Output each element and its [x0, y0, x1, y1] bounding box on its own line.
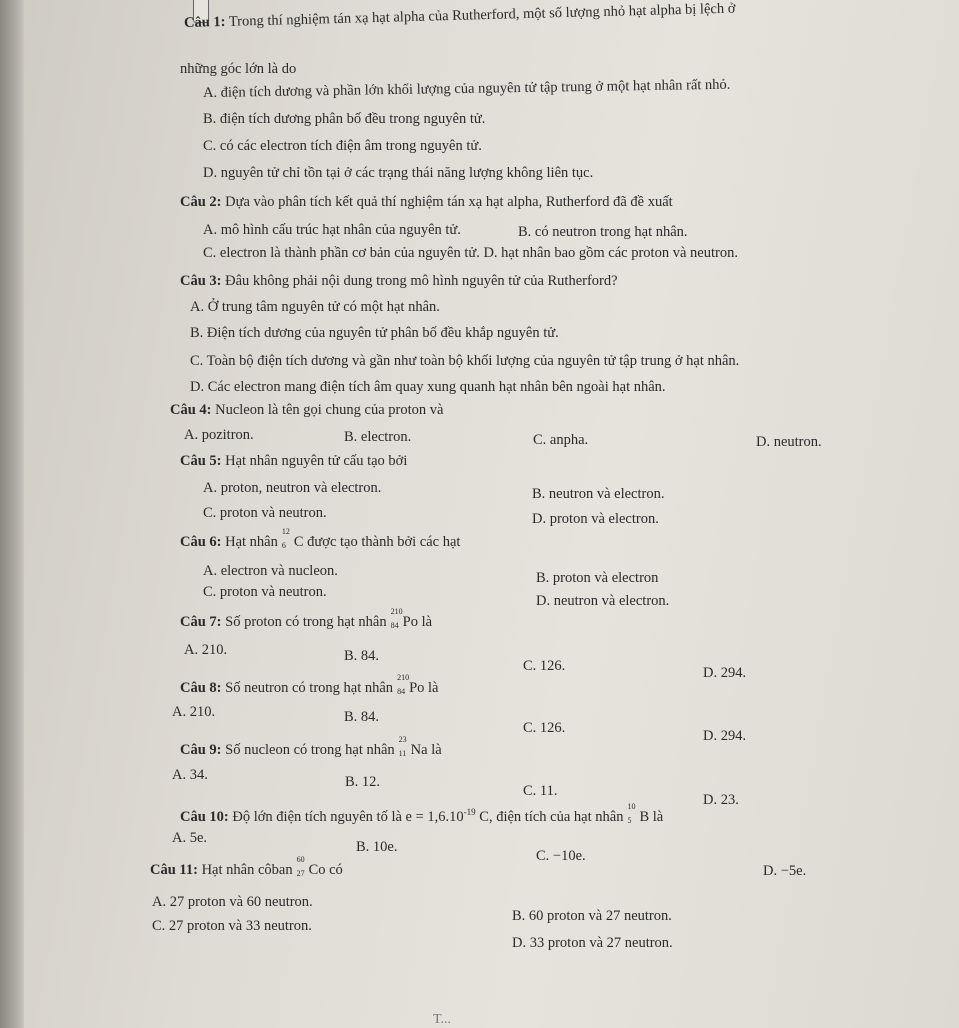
q5-stem-line — [180, 452, 407, 470]
q10-option-a: A. 5e. — [172, 830, 208, 846]
q8-option-a: A. 210. — [172, 704, 216, 720]
q10-atomic-number: 5 — [627, 815, 632, 825]
q7-stem-pre: Số proton có trong hạt nhân — [225, 614, 387, 630]
q1-option-a: A. điện tích dương và phần lớn khối lượng của nguyên tử tập trung ở một hạt nhân rất nhỏ. — [202, 76, 731, 101]
q11-option-b: B. 60 proton và 27 neutron. — [512, 908, 672, 924]
q9-stem-pre: Số nucleon có trong hạt nhân — [225, 742, 395, 758]
q11-symbol: Co — [308, 862, 326, 878]
q11-option-c: C. 27 proton và 33 neutron. — [152, 918, 312, 934]
q6-label: Câu 6: — [180, 534, 222, 550]
q8-stem-pre: Số neutron có trong hạt nhân — [225, 680, 394, 696]
q7-stem-post: là — [421, 614, 433, 630]
q6-nuclide — [281, 527, 304, 551]
q2-option-a: A. mô hình cấu trúc hạt nhân của nguyên tử. — [203, 222, 461, 238]
q8-option-c: C. 126. — [523, 720, 566, 736]
q5-option-c: C. proton và neutron. — [203, 505, 327, 521]
q6-stem-post: được tạo thành bởi các hạt — [307, 534, 461, 550]
q5-label: Câu 5: — [180, 453, 222, 469]
q2-option-cd: C. electron là thành phần cơ bản của nguyên tử. D. hạt nhân bao gồm các proton và neutron. — [203, 245, 738, 261]
q1-stem-line-2: những góc lớn là do — [180, 61, 297, 77]
q3-option-c: C. Toàn bộ điện tích dương và gần như toàn bộ khối lượng của nguyên tử tập trung ở hạt nhân. — [190, 353, 740, 369]
q2-option-b: B. có neutron trong hạt nhân. — [518, 224, 688, 240]
q7-symbol: Po — [402, 614, 418, 630]
q6-option-a: A. electron và nucleon. — [203, 563, 338, 579]
q5-stem-text: Hạt nhân nguyên tử cấu tạo bởi — [225, 453, 408, 469]
q9-option-a: A. 34. — [172, 767, 208, 783]
q3-option-d: D. Các electron mang điện tích âm quay xung quanh hạt nhân bên ngoài hạt nhân. — [190, 379, 666, 395]
q9-atomic-number: 11 — [398, 749, 407, 758]
q2-label: Câu 2: — [180, 194, 222, 210]
q6-symbol: C — [293, 534, 304, 550]
q11-stem-post: có — [329, 862, 343, 878]
q7-option-d: D. 294. — [703, 665, 747, 681]
q10-option-b: B. 10e. — [356, 839, 398, 855]
q9-option-d: D. 23. — [703, 792, 739, 808]
q10-nuclide — [627, 801, 650, 826]
q8-stem-post: là — [428, 680, 439, 696]
q4-label: Câu 4: — [170, 402, 212, 418]
q11-option-a: A. 27 proton và 60 neutron. — [152, 894, 313, 910]
q6-option-c: C. proton và neutron. — [203, 584, 327, 600]
q11-atomic-number: 27 — [296, 869, 305, 878]
q4-option-d: D. neutron. — [756, 434, 822, 450]
q10-exponent: -19 — [463, 807, 476, 817]
q6-stem-pre: Hạt nhân — [225, 534, 278, 550]
q11-mass-number: 60 — [296, 855, 305, 864]
q8-option-b: B. 84. — [344, 709, 380, 725]
q7-stem-line — [180, 607, 433, 631]
q7-label: Câu 7: — [180, 614, 222, 630]
q4-stem-line — [170, 401, 443, 419]
q6-option-b: B. proton và electron — [536, 570, 659, 586]
q8-mass-number: 210 — [397, 673, 410, 682]
q7-mass-number: 210 — [390, 607, 403, 616]
q10-mass-number: 10 — [627, 801, 636, 811]
q1-option-c: C. có các electron tích điện âm trong nguyên tử. — [203, 138, 482, 154]
q3-stem-text: Đâu không phải nội dung trong mô hình nguyên tử của Rutherford? — [225, 273, 618, 289]
q4-option-b: B. electron. — [344, 429, 412, 445]
q3-option-a: A. Ở trung tâm nguyên tử có một hạt nhân. — [190, 299, 440, 315]
q9-stem-line — [180, 735, 442, 759]
q4-option-c: C. anpha. — [533, 432, 589, 448]
q5-option-a: A. proton, neutron và electron. — [203, 480, 382, 496]
q4-stem-text: Nucleon là tên gọi chung của proton và — [215, 402, 444, 418]
q9-option-c: C. 11. — [523, 783, 558, 799]
q9-label: Câu 9: — [180, 742, 222, 758]
q8-symbol: Po — [409, 680, 425, 696]
q3-option-b: B. Điện tích dương của nguyên tử phân bố đều khắp nguyên tử. — [190, 325, 559, 341]
page-edge-shadow — [0, 0, 26, 1028]
q8-label: Câu 8: — [180, 680, 222, 696]
q7-option-a: A. 210. — [184, 642, 228, 658]
q6-stem-line — [180, 527, 461, 551]
cut-off-text-fragment: T... — [433, 1012, 452, 1027]
q11-label: Câu 11: — [150, 862, 198, 878]
q2-stem-text: Dựa vào phân tích kết quả thí nghiệm tán xạ hạt alpha, Rutherford đã đề xuất — [225, 194, 673, 210]
q8-option-d: D. 294. — [703, 728, 747, 744]
q10-stem-pre: Độ lớn điện tích nguyên tố là e = 1,6.10 — [232, 808, 464, 825]
q9-nuclide — [398, 735, 428, 759]
q9-stem-post: là — [431, 742, 442, 758]
q10-stem-post: là — [652, 808, 664, 825]
q10-label: Câu 10: — [180, 808, 229, 825]
q2-stem-line — [180, 193, 673, 211]
q8-atomic-number: 84 — [397, 687, 406, 696]
q6-atomic-number: 6 — [281, 541, 286, 550]
q10-stem-mid: C, điện tích của hạt nhân — [479, 808, 624, 825]
q10-option-d: D. −5e. — [763, 863, 807, 879]
q10-symbol: B — [639, 808, 650, 825]
q9-symbol: Na — [410, 742, 428, 758]
q3-stem-line — [180, 272, 618, 290]
q11-stem-line — [150, 855, 343, 879]
q8-stem-line — [180, 673, 439, 697]
q9-option-b: B. 12. — [345, 774, 381, 790]
q3-label: Câu 3: — [180, 273, 222, 289]
q1-label: Câu 1: — [183, 13, 226, 31]
q11-stem-pre: Hạt nhân côban — [201, 862, 293, 878]
q8-nuclide — [397, 673, 425, 697]
q1-option-b: B. điện tích dương phân bố đều trong nguyên tử. — [203, 111, 486, 127]
q4-option-a: A. pozitron. — [184, 427, 254, 443]
q10-option-c: C. −10e. — [536, 848, 586, 864]
q11-option-d: D. 33 proton và 27 neutron. — [512, 935, 673, 951]
q6-mass-number: 12 — [281, 527, 290, 536]
q7-option-c: C. 126. — [523, 658, 566, 674]
q7-atomic-number: 84 — [390, 621, 399, 630]
q9-mass-number: 23 — [398, 735, 407, 744]
q5-option-d: D. proton và electron. — [532, 511, 659, 527]
q7-option-b: B. 84. — [344, 648, 380, 664]
q5-option-b: B. neutron và electron. — [532, 486, 665, 502]
q11-nuclide — [296, 855, 326, 879]
q1-option-d: D. nguyên tử chỉ tồn tại ở các trạng thái năng lượng không liên tục. — [203, 165, 594, 181]
q10-stem-line — [180, 803, 663, 826]
q1-stem-text: Trong thí nghiệm tán xạ hạt alpha của Rutherford, một số lượng nhỏ hạt alpha bị lệch ở — [228, 0, 736, 30]
q7-nuclide — [390, 607, 418, 631]
q6-option-d: D. neutron và electron. — [536, 593, 670, 609]
